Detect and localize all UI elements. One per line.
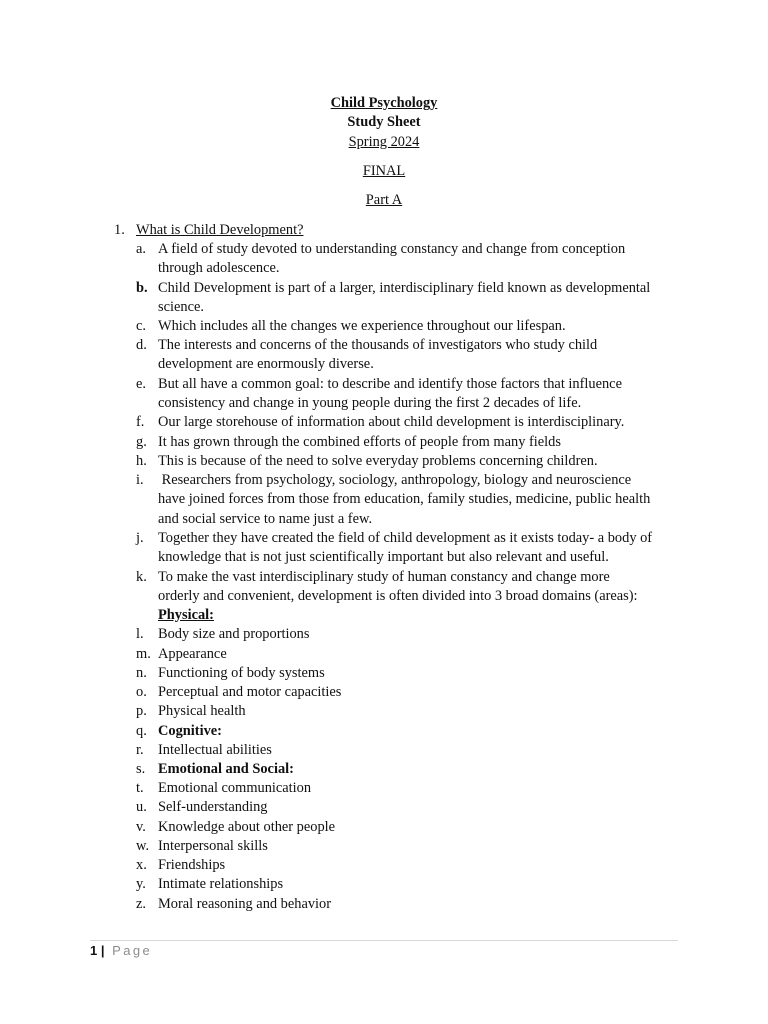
list-marker: q. bbox=[136, 723, 147, 739]
page-number: 1 bbox=[90, 943, 98, 958]
list-item-line: Our large storehouse of information about child development is interdisciplinary. bbox=[158, 414, 625, 430]
domain-heading-emotional-social: Emotional and Social: bbox=[158, 761, 294, 777]
part-label: Part A bbox=[365, 192, 403, 208]
list-item-line: Interpersonal skills bbox=[158, 838, 268, 854]
list-item-line: The interests and concerns of the thousands of investigators who study child bbox=[158, 337, 598, 353]
list-marker: f. bbox=[136, 414, 145, 430]
list-item-line: development are enormously diverse. bbox=[158, 356, 374, 373]
list-item-line: Together they have created the field of child development as it exists today- a body of bbox=[158, 530, 653, 546]
list-item-line: It has grown through the combined efforts of people from many fields bbox=[158, 434, 561, 450]
list-marker: t. bbox=[136, 780, 144, 796]
domain-heading-label: Physical: bbox=[158, 607, 214, 623]
exam-label: FINAL bbox=[362, 163, 406, 179]
list-marker: w. bbox=[136, 838, 150, 854]
list-item-line: To make the vast interdisciplinary study of human constancy and change more bbox=[158, 569, 610, 585]
list-marker: y. bbox=[136, 876, 146, 892]
list-marker: g. bbox=[136, 434, 147, 450]
course-title: Child Psychology bbox=[330, 95, 438, 111]
list-item-line: have joined forces from those from education, family studies, medicine, public health bbox=[158, 491, 651, 508]
list-item-line: Intimate relationships bbox=[158, 876, 284, 892]
list-item-line: Moral reasoning and behavior bbox=[158, 896, 332, 912]
list-marker: i. bbox=[136, 472, 144, 488]
list-marker: e. bbox=[136, 376, 146, 392]
page-footer bbox=[90, 943, 152, 958]
list-marker: o. bbox=[136, 684, 147, 700]
list-marker: j. bbox=[136, 530, 144, 546]
list-item-line: But all have a common goal: to describe and identify those factors that influence bbox=[158, 376, 622, 392]
list-item-line: Appearance bbox=[158, 646, 227, 662]
list-marker: d. bbox=[136, 337, 147, 353]
term-label: Spring 2024 bbox=[348, 134, 420, 150]
list-item-line: This is because of the need to solve everyday problems concerning children. bbox=[158, 453, 598, 469]
list-marker: n. bbox=[136, 665, 147, 681]
list-item-line: through adolescence. bbox=[158, 260, 280, 277]
list-item-line: Researchers from psychology, sociology, anthropology, biology and neuroscience bbox=[158, 472, 632, 488]
list-item-line: Physical health bbox=[158, 703, 246, 719]
list-marker: s. bbox=[136, 761, 146, 777]
list-marker: u. bbox=[136, 799, 147, 815]
list-marker: h. bbox=[136, 453, 147, 469]
list-marker: p. bbox=[136, 703, 147, 719]
list-marker: r. bbox=[136, 742, 144, 758]
list-item-line: Which includes all the changes we experience throughout our lifespan. bbox=[158, 318, 566, 334]
domain-heading-cognitive: Cognitive: bbox=[158, 723, 222, 739]
list-marker: a. bbox=[136, 241, 146, 257]
list-item-line: and social service to name just a few. bbox=[158, 510, 373, 527]
list-marker: c. bbox=[136, 318, 146, 334]
list-item-line: Emotional communication bbox=[158, 780, 312, 796]
list-item-line: consistency and change in young people during the first 2 decades of life. bbox=[158, 395, 582, 412]
list-item-line: Body size and proportions bbox=[158, 626, 310, 642]
list-marker: x. bbox=[136, 857, 147, 873]
question-text: What is Child Development? bbox=[136, 222, 304, 238]
list-marker: m. bbox=[136, 646, 151, 662]
list-item-line: knowledge that is not just scientifically important but also relevant and useful. bbox=[158, 549, 609, 566]
list-item-line: science. bbox=[158, 299, 204, 316]
list-item-line: A field of study devoted to understanding constancy and change from conception bbox=[158, 241, 626, 257]
page-label: Page bbox=[112, 943, 153, 958]
list-marker: v. bbox=[136, 819, 146, 835]
sheet-title: Study Sheet bbox=[347, 114, 421, 130]
footer-divider bbox=[90, 940, 678, 941]
list-marker: b. bbox=[136, 280, 148, 296]
list-item-line: Child Development is part of a larger, interdisciplinary field known as developmental bbox=[158, 280, 651, 296]
footer-separator: | bbox=[100, 943, 105, 958]
list-item-line: Intellectual abilities bbox=[158, 742, 272, 758]
list-item-line: orderly and convenient, development is often divided into 3 broad domains (areas): bbox=[158, 588, 638, 605]
list-marker: z. bbox=[136, 896, 146, 912]
list-item-line: Functioning of body systems bbox=[158, 665, 325, 681]
list-item-line: Knowledge about other people bbox=[158, 819, 336, 835]
list-item-line: Self-understanding bbox=[158, 799, 268, 815]
question-number: 1. bbox=[114, 222, 125, 238]
list-marker: k. bbox=[136, 569, 147, 585]
list-item-line: Friendships bbox=[158, 857, 226, 873]
list-item-line: Perceptual and motor capacities bbox=[158, 684, 342, 700]
list-marker: l. bbox=[136, 626, 144, 642]
